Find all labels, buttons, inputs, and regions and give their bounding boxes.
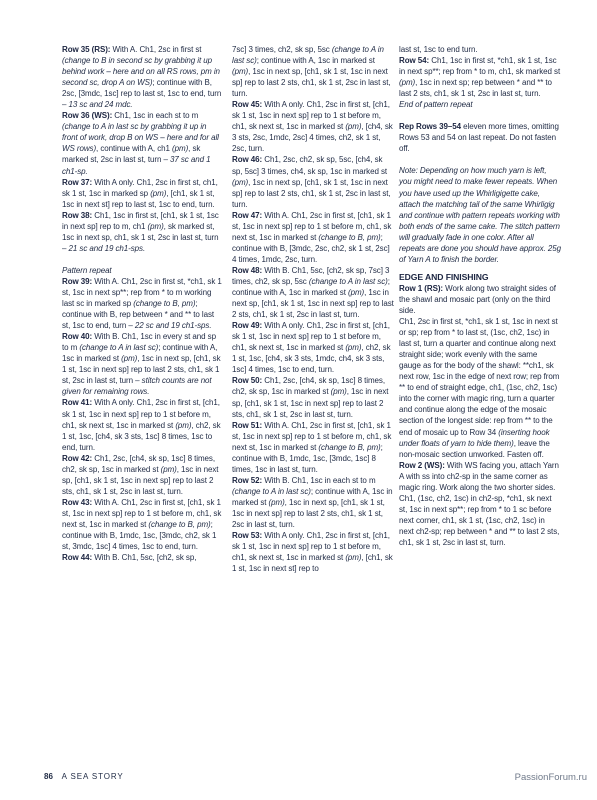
instruction-text: ; continue with B, 2sc, [3mdc, 1sc] rep to last st, 1sc to end, turn –: [62, 78, 222, 110]
row-label: Rep Rows 39–54: [399, 122, 462, 132]
italic-note: (pm): [150, 188, 167, 198]
italic-note: (pm): [330, 387, 347, 397]
instruction-text: With B. Ch1, 5sc, [ch2, sk sp,: [92, 553, 197, 563]
pattern-row: [62, 44, 224, 110]
row-label: Row 54:: [399, 56, 430, 66]
italic-note: (change to B, pm): [148, 519, 211, 529]
pattern-row: [62, 210, 224, 254]
instruction-text: , 1sc in next sp, [ch1, sk 1 st, 1sc in next sp] rep to last 2 sts, ch1, sk 1 st, 2sc in last st, turn.: [232, 288, 394, 320]
instruction-text: , 1sc in next sp, [ch1, sk 1 st, 1sc in next sp] rep to last 2 sts, ch1, sk 1 st, 2sc in last st, turn.: [232, 177, 391, 209]
italic-note: (pm): [172, 144, 189, 154]
pattern-row: [62, 397, 224, 452]
italic-note: 21 sc and 19 ch1-sps.: [68, 243, 146, 253]
italic-note: End of pattern repeat: [399, 100, 473, 110]
paragraph: [399, 99, 561, 110]
instruction-text: Ch1, 1sc in first st, *ch1, sk 1 st, 1sc in next sp**; rep from * to m, ch1, sk marked st: [399, 56, 561, 77]
pattern-row: [232, 154, 394, 209]
row-label: Row 40:: [62, 332, 93, 342]
instruction-text: Ch1, 2sc in first st, *ch1, sk 1 st, 1sc in next st or sp; rep from * to last st, (1sc, ch2, 1sc) in last st, turn a quarter and continue along next straight side; work evenly with the same gauge as for the body of the shawl: **ch1, sk next row, 1sc in the edge of next row; rep from ** to end of straight edge, ch1, (1sc, ch2, 1sc) into the corner with magic ring, turn a quarter and continue along the edge of the mosaic section of the longest side: rep from ** to the end of mosaic up to Row 34: [399, 317, 560, 437]
text-column-1: [62, 44, 224, 563]
pattern-row: [232, 265, 394, 320]
instruction-text: ; continue with B, [3mdc, 2sc, ch2, sk 1 st, 2sc] 4 times, 1mdc, 2sc, turn.: [232, 232, 390, 264]
instruction-text: With B. Ch1, 1sc in each st to m: [262, 475, 376, 485]
instruction-text: , ch2, sk 1 st, 1sc, [ch4, sk 3 sts, 1sc] 8 times, 1sc to end, turn.: [62, 420, 221, 452]
instruction-text: With A. Ch1, 2sc in first st: [110, 45, 202, 54]
pattern-row: [62, 177, 224, 210]
instruction-text: ; continue with A, 1sc in marked st: [232, 276, 390, 298]
paragraph: [399, 44, 561, 55]
pattern-row: [62, 552, 224, 563]
row-label: Row 1 (RS):: [399, 283, 444, 293]
instruction-text: , [ch1, sk 1 st, 1sc in next st] rep to last st, 1sc to end, turn.: [62, 188, 215, 209]
instruction-text: eleven more times, omitting Rows 53 and 54 on last repeat. Do not fasten off.: [399, 122, 559, 154]
pattern-row: [232, 375, 394, 419]
spacer: [399, 110, 561, 121]
italic-note: stitch counts are not given for remaining rows.: [62, 376, 212, 397]
paragraph: [62, 265, 224, 276]
pattern-row: [399, 55, 561, 99]
instruction-text: , leave the non-mosaic section unworked. Fasten off.: [399, 438, 550, 459]
row-label: Row 44:: [62, 553, 93, 563]
italic-note: (change to B, pm): [133, 299, 196, 309]
magazine-title: A SEA STORY: [61, 772, 124, 781]
instruction-text: , [ch1, sk 1 st, 1sc in next st] rep to: [232, 553, 393, 574]
instruction-text: Ch1, 2sc, [ch4, sk sp, 1sc] 8 times, ch2, sk sp, 1sc in marked st: [232, 376, 385, 397]
italic-note: (change to B, pm): [318, 442, 381, 452]
italic-note: (pm): [268, 497, 285, 507]
italic-note: (change to A in last sc): [308, 276, 388, 286]
instruction-text: ; continue with B, 1mdc, 1sc, [3mdc, 1sc] 8 times, 1sc in last st, turn.: [232, 442, 383, 474]
row-label: Row 38:: [62, 210, 93, 220]
italic-note: (pm): [121, 354, 138, 364]
row-label: Row 41:: [62, 398, 93, 408]
instruction-text: , 1sc in next sp, [ch1, sk 1 st, 1sc in next sp] rep to last 2 sts, ch1, sk 1 st, 2sc in last st, turn –: [62, 354, 221, 386]
pattern-row: [232, 420, 394, 475]
instruction-text: Ch1, (1sc, ch2, 1sc) in ch2-sp, *ch1, sk next st, 1sc in next sp**; rep from * to 1 sc before next corner, ch1, sk 1 st, (1sc, ch2, 1sc) in next ch2-sp; rep between * and ** to last 2 sts, ch1, sk 1 st, 2sc in last st, turn.: [399, 493, 560, 547]
row-label: Row 46:: [232, 155, 263, 165]
row-label: Row 51:: [232, 420, 263, 430]
pattern-row: [232, 210, 394, 265]
pattern-row: [62, 497, 224, 552]
italic-note: (pm): [232, 177, 249, 187]
row-label: Row 47:: [232, 210, 263, 220]
instruction-text: Ch1, 2sc, ch2, sk sp, 5sc, [ch4, sk sp, 5sc] 3 times, ch4, sk sp, 1sc in marked st: [232, 155, 388, 176]
italic-note: (change to B, pm): [318, 232, 381, 242]
instruction-text: With A. Ch1, 2sc in first st, [ch1, sk 1 st, 1sc in next sp] rep to 1 st before m, ch1, sk next st, 1sc in marked st: [232, 210, 392, 242]
pattern-row: [232, 530, 394, 574]
instruction-text: ; continue with A, 1sc in marked st: [62, 343, 218, 364]
italic-note: (change to A in last sc by grabbing it up in front of work, drop B on WS – here and for all WS rows): [62, 122, 219, 154]
instruction-text: ; continue with A, 1sc in marked st: [256, 56, 375, 66]
instruction-text: , continue with A, ch1: [96, 144, 173, 154]
instruction-text: , ch2, sk 1 st, 1sc, [ch4, sk 3 sts, 1mdc, ch4, sk 3 sts, 1sc] 4 times, 1sc to end, turn.: [232, 343, 391, 375]
instruction-text: With A only. Ch1, 2sc in first st, ch1, sk 1 st, 1sc in marked sp: [62, 177, 218, 198]
pattern-row: [232, 475, 394, 530]
italic-note: (pm): [147, 221, 164, 231]
italic-note: (change to A in last sc): [232, 486, 311, 496]
italic-note: (pm): [348, 288, 365, 298]
instruction-text: With A. Ch1, 2sc in first st, *ch1, sk 1 st, 1sc in next sp**; rep from * to m working last sc in marked sp: [62, 276, 222, 309]
page-footer: [44, 772, 124, 781]
row-label: Row 50:: [232, 376, 263, 386]
italic-note: (change to A in last sc): [232, 45, 384, 66]
row-label: Row 42:: [62, 453, 93, 463]
instruction-text: , [ch4, sk 3 sts, 2sc, 1mdc, 2sc] 4 times, ch2, sk 1 st, 2sc, turn.: [232, 122, 393, 154]
text-column-2: [232, 44, 394, 574]
section-heading: EDGE AND FINISHING: [399, 271, 489, 282]
italic-note: 22 sc and 19 ch1-sps.: [134, 321, 212, 331]
paragraph: [232, 44, 394, 99]
instruction-text: With A only. Ch1, 2sc in first st, [ch1, sk 1 st, 1sc in next sp] rep to 1 st before m, ch1, sk next st, 1sc in marked st: [62, 398, 220, 430]
instruction-text: With B. Ch1, 1sc in every st and sp to m: [62, 332, 216, 353]
italic-note: Note: Depending on how much yarn is left, you might need to make fewer repeats. When you have used up the Whirligigette cake, attach the matching tail of the same Whirligig and continue with pattern repeats working with both ends of the same cake. The stitch pattern will gradually fade in one color. After all repeats are done you should have approx. 25g of Yarn A to finish the border.: [399, 166, 561, 264]
spacer: [399, 154, 561, 165]
row-label: Row 35 (RS):: [62, 45, 111, 54]
row-label: Row 2 (WS):: [399, 460, 445, 470]
italic-note: 13 sc and 24 mdc.: [68, 100, 133, 110]
instruction-text: , 1sc in next sp, [ch1, sk 1 st, 1sc in next sp] rep to last 2 sts, ch1, sk 1 st, 2sc in last st, turn.: [232, 497, 385, 530]
instruction-text: Ch1, 1sc in each st to m: [112, 111, 199, 121]
row-label: Row 45:: [232, 100, 263, 110]
instruction-text: Ch1, 1sc in first st, [ch1, sk 1 st, 1sc in next sp] rep to m, ch1: [62, 210, 219, 231]
italic-note: Pattern repeat: [62, 265, 112, 275]
pattern-row: [62, 331, 224, 397]
instruction-text: With A only. Ch1, 2sc in first st, [ch1, sk 1 st, 1sc in next sp] rep to 1 st before m, ch1, sk next st, 1sc in marked st: [232, 100, 390, 132]
instruction-text: , 1sc in next sp, [ch1, sk 1 st, 1sc in next sp] rep to last 2 sts, ch1, sk 1 st, 2sc in last st, turn.: [62, 464, 219, 496]
instruction-text: , 1sc in next sp, [ch1, sk 1 st, 1sc in next sp] rep to last 2 sts, ch1, sk 1 st, 2sc in last st, turn.: [232, 67, 391, 99]
row-label: Row 48:: [232, 265, 263, 275]
instruction-text: 7sc] 3 times, ch2, sk sp, 5sc: [232, 45, 332, 54]
italic-note: (pm): [399, 78, 416, 88]
instruction-text: , sk marked st, 1sc in next sp, ch1, sk 1 st, 2sc in last st, turn –: [62, 221, 219, 253]
pattern-row: [62, 110, 224, 176]
italic-note: 37 sc and 1 ch1-sp.: [62, 155, 211, 176]
instruction-text: , sk marked st, 2sc in last st, turn –: [62, 144, 201, 165]
instruction-text: With B. Ch1, 5sc, [ch2, sk sp, 7sc] 3 times, ch2, sk sp, 5sc: [232, 265, 390, 286]
instruction-text: , 1sc in next sp, [ch1, sk 1 st, 1sc in next sp] rep to last 2 sts, ch1, sk 1 st, 2sc in last st, turn.: [232, 387, 389, 419]
row-label: Row 52:: [232, 475, 263, 485]
italic-note: (inserting hook under floats of yarn to hide them): [399, 427, 550, 448]
pattern-row: [399, 283, 561, 316]
instruction-text: last st, 1sc to end turn.: [399, 45, 478, 54]
paragraph: [399, 165, 561, 264]
italic-note: (change to A in last sc): [79, 343, 159, 353]
pattern-row: [62, 453, 224, 497]
pattern-row: [399, 121, 561, 154]
text-column-3: [399, 44, 561, 548]
pattern-row: [399, 460, 561, 493]
paragraph: [399, 316, 561, 460]
instruction-text: With A only. Ch1, 2sc in first st, [ch1, sk 1 st, 1sc in next sp] rep to 1 st before m, ch1, sk next st, 1sc in marked st: [232, 531, 390, 563]
paragraph: [399, 493, 561, 548]
italic-note: (pm): [345, 553, 362, 563]
row-label: Row 53:: [232, 531, 263, 541]
instruction-text: ; continue with B, rep between * and ** to last st, 1sc to end, turn –: [62, 299, 215, 331]
row-label: Row 36 (WS):: [62, 111, 113, 121]
spacer: [399, 265, 561, 272]
row-label: Row 39:: [62, 276, 93, 286]
row-label: Row 43:: [62, 497, 93, 507]
instruction-text: ; continue with A, 1sc in marked st: [232, 486, 393, 507]
italic-note: (pm): [232, 67, 249, 77]
instruction-text: ; continue with B, 1mdc, 1sc, [3mdc, ch2, sk 1 st, 3mdc, 1sc] 4 times, 1sc to end, turn.: [62, 519, 217, 552]
pattern-row: [62, 276, 224, 331]
pattern-row: [232, 320, 394, 375]
instruction-text: , 1sc in next sp; rep between * and ** to last 2 sts, ch1, sk 1 st, 2sc in last st, turn.: [399, 78, 552, 99]
instruction-text: With WS facing you, attach Yarn A with ss into ch2-sp in the same corner as magic ring. Work along the two shorter sides.: [399, 460, 559, 492]
instruction-text: With A. Ch1, 2sc in first st, [ch1, sk 1 st, 1sc in next sp] rep to 1 st before m, ch1, sk next st, 1sc in marked st: [232, 420, 392, 452]
italic-note: (pm): [345, 343, 362, 353]
spacer: [62, 254, 224, 265]
italic-note: (pm): [175, 420, 192, 430]
pattern-row: [232, 99, 394, 154]
instruction-text: With A. Ch1, 2sc in first st, [ch1, sk 1 st, 1sc in next sp] rep to 1 st before m, ch1, sk next st, 1sc in marked st: [62, 497, 222, 529]
italic-note: (pm): [345, 122, 362, 132]
instruction-text: Ch1, 2sc, [ch4, sk sp, 1sc] 8 times, ch2, sk sp, 1sc in marked st: [62, 453, 215, 474]
italic-note: (change to B in second sc by grabbing it up behind work – here and on all RS rows, pm in second sc, drop A on WS): [62, 56, 220, 88]
instruction-text: Work along two straight sides of the shawl and mosaic part (only on the third side.: [399, 283, 556, 315]
row-label: Row 49:: [232, 321, 263, 331]
watermark: PassionForum.ru: [514, 772, 587, 783]
italic-note: (pm): [160, 464, 177, 474]
row-label: Row 37:: [62, 177, 93, 187]
instruction-text: With A only. Ch1, 2sc in first st, [ch1, sk 1 st, 1sc in next sp] rep to 1 st before m, ch1, sk next st, 1sc in marked st: [232, 321, 390, 353]
page-number: 86: [44, 772, 53, 781]
